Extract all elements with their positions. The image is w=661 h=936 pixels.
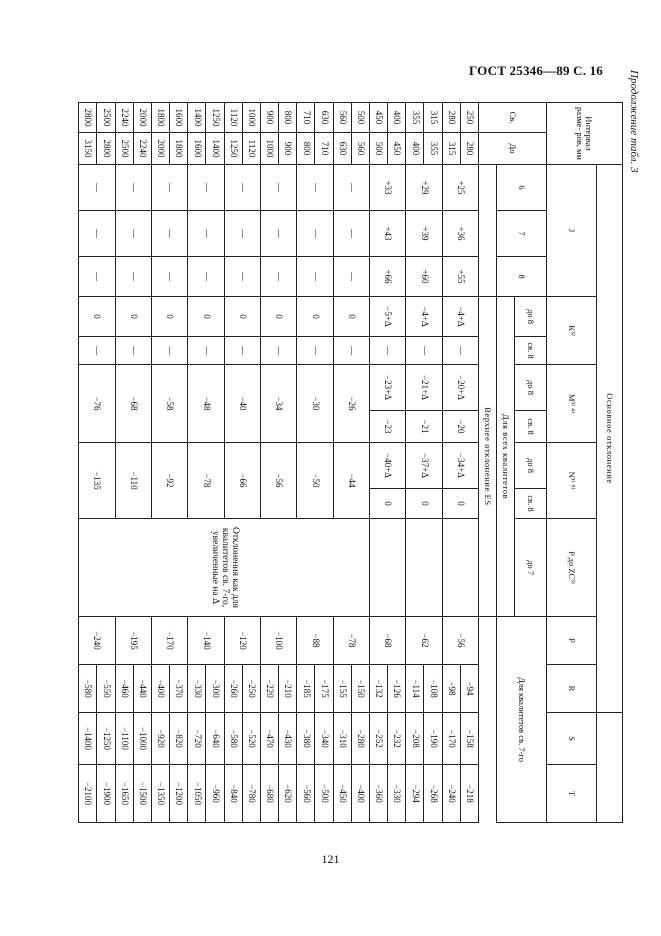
table-cell: — [224,165,260,211]
table-cell: — [151,211,187,257]
table-cell: −360 [369,765,387,823]
table-cell: −250 [242,665,260,713]
all-grades-header: Для всех квалитетов [497,297,515,617]
table-cell: +25 [442,165,478,211]
table-cell: — [260,165,296,211]
table-cell: 450 [369,103,387,133]
table-cell: −550 [97,665,115,713]
table-cell: −1050 [188,765,206,823]
table-cell: −300 [206,665,224,713]
table-cell: 2800 [97,133,115,165]
table-cell [406,519,442,617]
col-K: K³⁾ [547,297,597,365]
table-body [79,103,479,823]
table-cell: −400 [151,665,169,713]
table-cell: 0 [115,297,151,337]
table-cell: 0 [79,297,116,337]
table-cell: −120 [224,617,260,665]
table-cell: 250 [460,103,478,133]
table-cell: −88 [297,617,333,665]
table-cell: −340 [315,713,333,765]
table-cell: +66 [369,257,405,297]
table-cell: — [79,337,116,365]
col-T: T [547,765,597,823]
table-cell: −190 [424,713,442,765]
table-cell: −1650 [115,765,133,823]
table-cell: −232 [388,713,406,765]
table-cell: — [297,337,333,365]
table-row [279,103,297,823]
table-cell: −2100 [79,765,97,823]
table-cell: −40+Δ [369,443,405,489]
table-cell: −40 [224,365,260,443]
table-cell: 2800 [79,103,97,133]
table-cell: −114 [406,665,424,713]
table-cell: — [188,165,224,211]
table-cell: — [260,257,296,297]
table-cell: +43 [369,211,405,257]
table-row [315,103,333,823]
interval-header: Интервал разме- ров, мм [547,103,623,165]
table-cell: −1400 [79,713,97,765]
table-cell: 0 [151,297,187,337]
table-cell: −78 [188,443,224,519]
table-cell: — [333,257,369,297]
table-cell: 0 [333,297,369,337]
table-cell: −158 [460,713,478,765]
table-cell: — [333,337,369,365]
table-cell: 315 [424,103,442,133]
table-cell: −20 [442,411,478,443]
upper-deviation-header: Верхнее отклонение ES [479,297,497,617]
table-cell: 500 [351,103,369,133]
table-cell: 1800 [170,133,188,165]
table-cell: −68 [115,365,151,443]
table-cell: −280 [351,713,369,765]
table-cell: 355 [424,133,442,165]
table-cell: — [188,337,224,365]
table-cell: 450 [388,133,406,165]
table-cell: — [297,257,333,297]
table-cell: −30 [297,365,333,443]
table-cell: 900 [279,133,297,165]
table-cell: −66 [224,443,260,519]
over7-header: Для квалитетов св. 7-го [497,617,547,823]
table-cell: −21+Δ [406,365,442,411]
table-cell: 1120 [242,133,260,165]
table-cell: −195 [115,617,151,665]
table-cell: −170 [442,713,460,765]
table-row [388,103,406,823]
table-cell: −23 [369,411,405,443]
table-row [97,103,115,823]
table-cell: 400 [388,103,406,133]
table-cell: −840 [224,765,242,823]
table-cell: 2500 [115,133,133,165]
table-cell: −37+Δ [406,443,442,489]
table-cell: — [260,337,296,365]
table-cell: −470 [260,713,278,765]
table-cell: — [406,337,442,365]
table-cell: −150 [351,665,369,713]
table-cell: −1500 [133,765,151,823]
table-cell: −44 [333,443,369,519]
table-cell: — [188,211,224,257]
table-cell: −294 [406,765,424,823]
table-cell: 2240 [133,133,151,165]
col-to: До [479,133,547,165]
continuation-label: Продолжение табл. 3 [628,70,640,173]
basic-deviation-header: Основное отклонение [597,165,623,713]
table-cell: — [151,337,187,365]
table-cell: — [79,165,116,211]
table-cell: −34+Δ [442,443,478,489]
table-cell: −268 [424,765,442,823]
table-cell: −400 [351,765,369,823]
table-cell: −94 [460,665,478,713]
table-cell: 1250 [206,103,224,133]
table-cell: — [115,165,151,211]
table-cell: 280 [460,133,478,165]
col-P: P [547,617,597,665]
table-cell: 2500 [97,103,115,133]
table-cell: −50 [297,443,333,519]
table-cell: — [297,211,333,257]
table-cell: — [333,211,369,257]
table-cell: −220 [260,665,278,713]
table-cell: −108 [424,665,442,713]
page-header: ГОСТ 25346—89 С. 16 [469,63,603,78]
table-cell: −23+Δ [369,365,405,411]
table-cell: 0 [188,297,224,337]
table-cell: −620 [279,765,297,823]
table-cell: −4+Δ [406,297,442,337]
col-S: S [547,713,597,765]
table-cell [442,519,478,617]
table-cell: −132 [369,665,387,713]
table-cell: −560 [297,765,315,823]
table-cell: −175 [315,665,333,713]
table-cell: 800 [279,103,297,133]
table-cell: −110 [115,443,151,519]
table-cell: — [442,337,478,365]
table-row [424,103,442,823]
table-row [351,103,369,823]
table-cell: −520 [242,713,260,765]
col-J: J [547,165,597,297]
table-row [242,103,260,823]
table-cell: 400 [406,133,424,165]
table-cell: −440 [133,665,151,713]
table-cell: −126 [388,665,406,713]
table-cell: — [151,165,187,211]
table-cell: — [79,211,116,257]
table-cell: 560 [333,103,351,133]
table-cell: 1250 [224,133,242,165]
table-cell: −210 [279,665,297,713]
table-cell: 355 [406,103,424,133]
table-cell: −820 [170,713,188,765]
table-cell: −1100 [115,713,133,765]
table-cell: — [115,257,151,297]
table-cell: — [79,257,116,297]
table-cell: −720 [188,713,206,765]
table-cell: +39 [406,211,442,257]
table-cell: 500 [369,133,387,165]
col-from: Св. [479,103,547,133]
table-cell: −1200 [170,765,188,823]
table-cell: 0 [260,297,296,337]
table-cell: −100 [260,617,296,665]
table-cell: 630 [315,103,333,133]
table-cell: 630 [333,133,351,165]
col-R: R [547,665,597,713]
table-cell: — [151,257,187,297]
table-cell: −1350 [151,765,169,823]
table-cell [369,519,405,617]
table-cell: −380 [297,713,315,765]
table-row [170,103,188,823]
table-cell: −170 [151,617,187,665]
table-cell: −5+Δ [369,297,405,337]
table-cell: −330 [188,665,206,713]
table-cell: 3150 [79,133,97,165]
col-P-to-ZC: P до ZC³⁾ [547,519,597,617]
table-cell: −78 [333,617,369,665]
table-cell: — [115,337,151,365]
table-cell: −252 [369,713,387,765]
table-cell: −218 [460,765,478,823]
table-cell: −450 [333,765,351,823]
table-cell: −56 [442,617,478,665]
page-number: 121 [321,852,340,866]
table-cell: −21 [406,411,442,443]
table-cell: 1600 [188,133,206,165]
table-cell: −500 [315,765,333,823]
table-cell: −240 [442,765,460,823]
table-cell: −240 [79,617,116,665]
table-cell: −34 [260,365,296,443]
table-cell: — [224,211,260,257]
table-cell: −920 [151,713,169,765]
table-cell: −20+Δ [442,365,478,411]
table-cell: 800 [297,133,315,165]
table-cell: 0 [224,297,260,337]
table-cell: −155 [333,665,351,713]
table-cell: −960 [206,765,224,823]
table-cell: — [115,211,151,257]
table-cell: 710 [297,103,315,133]
table-cell: −780 [242,765,260,823]
table-row [206,103,224,823]
table-cell: −260 [224,665,242,713]
table-cell: −92 [151,443,187,519]
table-cell: 1600 [170,103,188,133]
table-cell: 560 [351,133,369,165]
table-cell: +60 [406,257,442,297]
table-cell: — [369,337,405,365]
table-cell: 1400 [206,133,224,165]
table-cell: −98 [442,665,460,713]
table-cell: −26 [333,365,369,443]
table-cell: +36 [442,211,478,257]
table-cell: — [260,211,296,257]
table-cell: 2240 [115,103,133,133]
tolerance-table: Интервал разме- ров, мм Основное отклонение J K³⁾ M³⁾ ⁴⁾ N³⁾ ⁵⁾ P до ZC³⁾ P R S T Св. До 6 7 8 до 8 св. 8 до 8 св. 8 до 8 св. 8 до 7 Для квалитетов св. 7-го Для всех квалитетов Верхнее отклонение ES 250 280 +25 +36 +55 −4+Δ — −20+Δ −20 −34+Δ 0 −56 −94 −158 −218 280 315 −98 −170 −240 315 355 +29 +39 +60 −4+Δ — −21+Δ −21 −37+Δ 0 −62 −108 −190 −268 355 400 −114 −208 −294 400 450 +33 +43 +66 −5+Δ — −23+Δ −23 −40+Δ 0 −68 −126 −232 −330 450 500 −132 −252 −360 500 560 — — — 0 — −26 −44 Отклонения как для квалитетов св. 7-го, увеличенные на Δ −78 −150 −280 −400 560 630 −155 −310 −450 630 710 — — — 0 — −30 −50 −88 −175 −340 −500 710 800 −185 −380 −560 800 900 — — — 0 — −34 −56 −100 −210 −430 −620 900 1000 −220 −470 −680 1000 1120 — — — 0 — −40 −66 −120 −250 −520 −780 1120 1250 −260 −580 −840 1250 1400 — — — 0 — −48 −78 −140 −300 −640 −960 1400 1600 −330 −720 −1050 1600 1800 — — — 0 — −58 −92 −170 −370 −820 −1200 1800 2000 −400 −920 −1350 2000 2240 — — — 0 — −68 −110 −195 −440 −1000 −1500 2240 2500 −460 −1100 −1650 2500 2800 — — — 0 — −76 −135 −240 −550 −1250 −1900 2800 3150 −580 −1400 −2100 [78,102,623,823]
table-cell: −4+Δ [442,297,478,337]
table-cell: — [297,165,333,211]
table-cell: 1000 [260,133,278,165]
table-cell: 2000 [133,103,151,133]
table-cell: — [333,165,369,211]
table-cell: 1120 [224,103,242,133]
table-cell: +29 [406,165,442,211]
col-N: N³⁾ ⁵⁾ [547,443,597,519]
table-cell: +33 [369,165,405,211]
table-cell: 1800 [151,103,169,133]
table-cell: — [224,337,260,365]
col-M: M³⁾ ⁴⁾ [547,365,597,443]
table-cell: −640 [206,713,224,765]
table-cell: −580 [79,665,97,713]
table-cell: −310 [333,713,351,765]
table-cell: −1000 [133,713,151,765]
table-cell: −56 [260,443,296,519]
table-cell: 315 [442,133,460,165]
table-cell: −370 [170,665,188,713]
table-cell: 900 [260,103,278,133]
table-cell: 1400 [188,103,206,133]
table-cell: 1000 [242,103,260,133]
table-row [460,103,478,823]
table-cell: −330 [388,765,406,823]
table-cell: 0 [406,489,442,519]
table-cell: −1900 [97,765,115,823]
table-cell: −208 [406,713,424,765]
tolerance-table-rotated [78,102,623,822]
table-cell: 0 [369,489,405,519]
table-cell: 2000 [151,133,169,165]
pzc-note: Отклонения как для квалитетов св. 7-го, увеличенные на Δ [79,519,370,617]
table-cell: −48 [188,365,224,443]
table-cell: −58 [151,365,187,443]
table-cell: −430 [279,713,297,765]
table-cell: −1250 [97,713,115,765]
table-cell: −68 [369,617,405,665]
table-cell: — [188,257,224,297]
table-cell: 0 [442,489,478,519]
table-cell: +55 [442,257,478,297]
table-cell: −580 [224,713,242,765]
table-cell: −680 [260,765,278,823]
table-cell: — [224,257,260,297]
table-cell: −135 [79,443,116,519]
table-row [133,103,151,823]
table-cell: 0 [297,297,333,337]
table-cell: −76 [79,365,116,443]
table-cell: 710 [315,133,333,165]
table-cell: −140 [188,617,224,665]
table-cell: −185 [297,665,315,713]
table-cell: −62 [406,617,442,665]
table-cell: −460 [115,665,133,713]
table-cell: 280 [442,103,460,133]
